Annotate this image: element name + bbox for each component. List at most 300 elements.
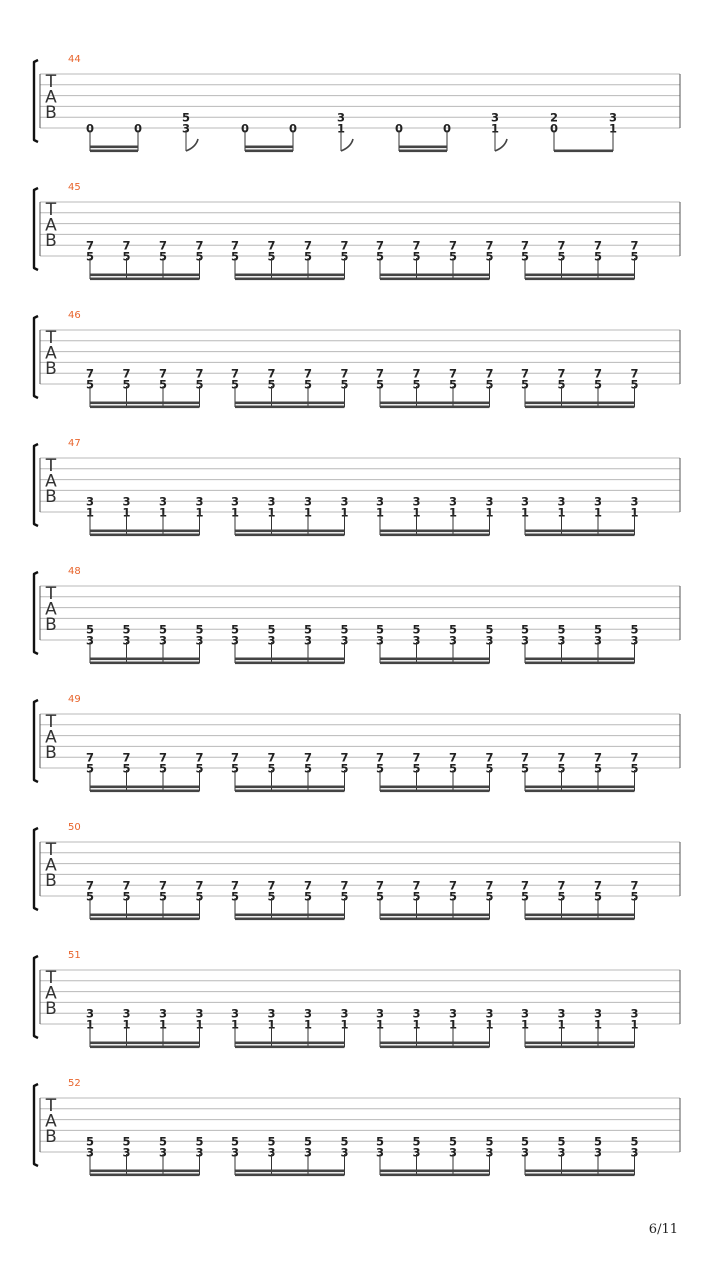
fret-number: 3 — [122, 494, 131, 509]
fret-number: 3 — [122, 1006, 131, 1021]
fret-number: 3 — [230, 1006, 240, 1021]
fret-number: 5 — [85, 761, 95, 776]
beam — [235, 918, 345, 921]
fret-number: 7 — [557, 878, 566, 893]
fret-number: 3 — [375, 633, 385, 648]
beam — [380, 658, 490, 661]
measure-number: 48 — [68, 566, 81, 577]
fret-number: 5 — [520, 889, 530, 904]
fret-number: 5 — [630, 249, 639, 264]
fret-number: 7 — [520, 366, 530, 381]
beam — [90, 786, 200, 789]
beam — [399, 146, 447, 149]
fret-number: 5 — [557, 249, 566, 264]
fret-number: 5 — [375, 761, 385, 776]
fret-number: 3 — [448, 1145, 458, 1160]
beam — [380, 402, 490, 405]
fret-number: 5 — [340, 249, 349, 264]
fret-number: 3 — [85, 1006, 95, 1021]
fret-number: 3 — [195, 1145, 204, 1160]
fret-number: 5 — [412, 1134, 421, 1149]
measure-number: 47 — [68, 438, 81, 449]
fret-number: 5 — [195, 889, 204, 904]
tab-system — [34, 694, 680, 792]
fret-number: 3 — [230, 494, 240, 509]
fret-number: 5 — [375, 889, 385, 904]
fret-number: 5 — [412, 889, 421, 904]
fret-number: 7 — [122, 750, 131, 765]
beam — [90, 146, 138, 149]
fret-number: 5 — [593, 377, 603, 392]
fret-number: 3 — [375, 1145, 385, 1160]
fret-number: 3 — [630, 1006, 639, 1021]
fret-number: 5 — [230, 761, 240, 776]
fret-number: 5 — [85, 622, 95, 637]
fret-number: 1 — [267, 1017, 276, 1032]
fret-number: 3 — [593, 1006, 603, 1021]
fret-number: 5 — [448, 622, 458, 637]
fret-number: 3 — [195, 1006, 204, 1021]
beam — [525, 530, 635, 533]
beam — [235, 658, 345, 661]
fret-number: 7 — [448, 238, 458, 253]
fret-number: 5 — [412, 249, 421, 264]
fret-number: 5 — [340, 889, 349, 904]
fret-number: 7 — [85, 366, 95, 381]
fret-number: 3 — [85, 1145, 95, 1160]
tab-clef-letter: T — [45, 456, 57, 476]
tab-clef-letter: B — [45, 743, 57, 763]
beam — [399, 150, 447, 153]
beam — [235, 406, 345, 409]
fret-number: 7 — [340, 366, 349, 381]
fret-number: 7 — [593, 366, 603, 381]
fret-number: 5 — [122, 377, 131, 392]
fret-number: 7 — [195, 366, 204, 381]
fret-number: 3 — [230, 1145, 240, 1160]
beam — [235, 402, 345, 405]
fret-number: 5 — [340, 377, 349, 392]
tab-clef-letter: A — [45, 343, 57, 364]
fret-number: 1 — [336, 121, 346, 136]
fret-number: 5 — [485, 889, 494, 904]
fret-number: 1 — [303, 1017, 313, 1032]
fret-number: 3 — [412, 633, 421, 648]
beam — [380, 786, 490, 789]
fret-number: 3 — [448, 1006, 458, 1021]
fret-number: 5 — [85, 889, 95, 904]
fret-number: 5 — [195, 1134, 204, 1149]
fret-number: 7 — [267, 750, 276, 765]
fret-number: 5 — [520, 249, 530, 264]
fret-number: 5 — [448, 1134, 458, 1149]
fret-number: 5 — [340, 622, 349, 637]
fret-number: 5 — [230, 1134, 240, 1149]
fret-number: 3 — [195, 494, 204, 509]
fret-number: 1 — [520, 1017, 530, 1032]
beam — [90, 406, 200, 409]
fret-number: 1 — [608, 121, 618, 136]
fret-number: 3 — [340, 1145, 349, 1160]
fret-number: 5 — [267, 377, 276, 392]
fret-number: 5 — [593, 249, 603, 264]
fret-number: 3 — [520, 494, 530, 509]
beam — [525, 662, 635, 665]
fret-number: 5 — [630, 889, 639, 904]
beam — [90, 914, 200, 917]
fret-number: 3 — [557, 1006, 566, 1021]
fret-number: 7 — [267, 238, 276, 253]
beam — [235, 1174, 345, 1177]
fret-number: 5 — [593, 889, 603, 904]
fret-number: 1 — [267, 505, 276, 520]
fret-number: 5 — [195, 249, 204, 264]
tab-clef-letter: T — [45, 72, 57, 92]
fret-number: 3 — [485, 1006, 494, 1021]
tab-clef-letter: B — [45, 615, 57, 635]
fret-number: 7 — [448, 750, 458, 765]
fret-number: 7 — [593, 878, 603, 893]
fret-number: 5 — [267, 761, 276, 776]
tab-clef-letter: B — [45, 359, 57, 379]
fret-number: 7 — [340, 238, 349, 253]
beam — [245, 146, 293, 149]
beam — [525, 918, 635, 921]
beam — [380, 914, 490, 917]
system-bracket — [34, 60, 38, 142]
fret-number: 5 — [520, 761, 530, 776]
fret-number: 5 — [85, 377, 95, 392]
beam — [235, 274, 345, 277]
tab-clef-letter: A — [45, 215, 57, 236]
fret-number: 5 — [485, 1134, 494, 1149]
beam — [90, 918, 200, 921]
beam — [380, 662, 490, 665]
fret-number: 3 — [85, 494, 95, 509]
fret-number: 0 — [85, 121, 95, 136]
beam — [90, 790, 200, 793]
fret-number: 7 — [303, 366, 313, 381]
fret-number: 1 — [557, 1017, 566, 1032]
fret-number: 3 — [375, 494, 385, 509]
fret-number: 7 — [557, 238, 566, 253]
beam — [90, 1174, 200, 1177]
fret-number: 5 — [520, 622, 530, 637]
beam — [245, 150, 293, 153]
fret-number: 5 — [593, 622, 603, 637]
measure-number: 46 — [68, 310, 81, 321]
fret-number: 2 — [549, 110, 559, 125]
beam — [525, 402, 635, 405]
fret-number: 5 — [267, 249, 276, 264]
fret-number: 1 — [230, 505, 240, 520]
fret-number: 7 — [340, 878, 349, 893]
beam — [90, 1170, 200, 1173]
fret-number: 5 — [195, 377, 204, 392]
fret-number: 5 — [557, 1134, 566, 1149]
fret-number: 7 — [303, 750, 313, 765]
fret-number: 1 — [485, 505, 494, 520]
tab-clef-letter: B — [45, 1127, 57, 1147]
beam — [90, 278, 200, 281]
fret-number: 5 — [85, 249, 95, 264]
fret-number: 1 — [630, 1017, 639, 1032]
beam — [554, 150, 613, 153]
beam — [90, 402, 200, 405]
tab-system — [34, 54, 680, 152]
fret-number: 7 — [158, 878, 168, 893]
fret-number: 5 — [122, 622, 131, 637]
fret-number: 3 — [230, 633, 240, 648]
fret-number: 0 — [133, 121, 143, 136]
fret-number: 5 — [520, 377, 530, 392]
fret-number: 0 — [394, 121, 404, 136]
fret-number: 3 — [608, 110, 618, 125]
tab-system — [34, 950, 680, 1048]
system-bracket — [34, 316, 38, 398]
fret-number: 1 — [448, 505, 458, 520]
system-bracket — [34, 188, 38, 270]
tab-clef-letter: A — [45, 87, 57, 108]
fret-number: 3 — [340, 494, 349, 509]
measure-number: 50 — [68, 822, 81, 833]
fret-number: 7 — [195, 750, 204, 765]
fret-number: 5 — [557, 761, 566, 776]
fret-number: 1 — [593, 505, 603, 520]
fret-number: 7 — [448, 878, 458, 893]
tab-clef-letter: T — [45, 712, 57, 732]
fret-number: 5 — [181, 110, 191, 125]
measure-number: 44 — [68, 54, 81, 65]
tab-system — [34, 1078, 680, 1176]
fret-number: 3 — [448, 633, 458, 648]
system-bracket — [34, 956, 38, 1038]
fret-number: 3 — [340, 633, 349, 648]
fret-number: 5 — [230, 622, 240, 637]
fret-number: 5 — [230, 249, 240, 264]
tab-clef-letter: A — [45, 471, 57, 492]
tab-clef-letter: T — [45, 1096, 57, 1116]
fret-number: 5 — [303, 889, 313, 904]
fret-number: 5 — [375, 622, 385, 637]
fret-number: 3 — [336, 110, 346, 125]
fret-number: 5 — [557, 377, 566, 392]
fret-number: 3 — [520, 1006, 530, 1021]
fret-number: 5 — [593, 761, 603, 776]
fret-number: 1 — [485, 1017, 494, 1032]
fret-number: 3 — [303, 1006, 313, 1021]
fret-number: 3 — [520, 1145, 530, 1160]
beam — [235, 1046, 345, 1049]
fret-number: 3 — [485, 1145, 494, 1160]
fret-number: 1 — [557, 505, 566, 520]
tab-clef-letter: T — [45, 200, 57, 220]
fret-number: 7 — [230, 878, 240, 893]
beam — [90, 534, 200, 537]
beam — [380, 278, 490, 281]
fret-number: 3 — [520, 633, 530, 648]
fret-number: 5 — [122, 1134, 131, 1149]
beam — [525, 1042, 635, 1045]
fret-number: 5 — [230, 889, 240, 904]
fret-number: 5 — [158, 377, 168, 392]
fret-number: 3 — [158, 1145, 168, 1160]
fret-number: 1 — [195, 1017, 204, 1032]
fret-number: 5 — [303, 1134, 313, 1149]
note-flag — [341, 139, 353, 151]
fret-number: 7 — [412, 366, 421, 381]
tab-clef-letter: B — [45, 103, 57, 123]
fret-number: 5 — [303, 249, 313, 264]
tab-clef-letter: T — [45, 328, 57, 348]
system-bracket — [34, 444, 38, 526]
beam — [235, 1042, 345, 1045]
beam — [235, 662, 345, 665]
fret-number: 7 — [122, 366, 131, 381]
beam — [90, 274, 200, 277]
beam — [380, 530, 490, 533]
fret-number: 5 — [375, 377, 385, 392]
fret-number: 7 — [230, 366, 240, 381]
fret-number: 3 — [593, 633, 603, 648]
beam — [235, 530, 345, 533]
fret-number: 5 — [375, 1134, 385, 1149]
beam — [525, 1046, 635, 1049]
fret-number: 5 — [412, 377, 421, 392]
fret-number: 1 — [85, 505, 95, 520]
fret-number: 5 — [122, 761, 131, 776]
fret-number: 1 — [122, 1017, 131, 1032]
fret-number: 7 — [195, 238, 204, 253]
fret-number: 3 — [158, 633, 168, 648]
fret-number: 3 — [485, 494, 494, 509]
fret-number: 5 — [412, 761, 421, 776]
beam — [380, 1046, 490, 1049]
fret-number: 3 — [557, 633, 566, 648]
fret-number: 7 — [485, 878, 494, 893]
fret-number: 5 — [485, 377, 494, 392]
fret-number: 3 — [557, 1145, 566, 1160]
fret-number: 3 — [85, 633, 95, 648]
fret-number: 3 — [630, 633, 639, 648]
fret-number: 5 — [557, 622, 566, 637]
beam — [380, 406, 490, 409]
fret-number: 3 — [412, 494, 421, 509]
measure-number: 52 — [68, 1078, 81, 1089]
fret-number: 7 — [412, 750, 421, 765]
beam — [235, 790, 345, 793]
fret-number: 7 — [593, 750, 603, 765]
fret-number: 1 — [122, 505, 131, 520]
fret-number: 7 — [630, 878, 639, 893]
fret-number: 5 — [122, 889, 131, 904]
fret-number: 1 — [375, 1017, 385, 1032]
fret-number: 1 — [448, 1017, 458, 1032]
fret-number: 3 — [485, 633, 494, 648]
system-bracket — [34, 572, 38, 654]
fret-number: 3 — [490, 110, 500, 125]
fret-number: 3 — [412, 1145, 421, 1160]
tab-clef-letter: T — [45, 968, 57, 988]
fret-number: 5 — [158, 761, 168, 776]
fret-number: 1 — [490, 121, 500, 136]
beam — [90, 1042, 200, 1045]
fret-number: 7 — [230, 750, 240, 765]
tab-system — [34, 182, 680, 280]
beam — [90, 530, 200, 533]
fret-number: 1 — [375, 505, 385, 520]
fret-number: 1 — [593, 1017, 603, 1032]
fret-number: 7 — [267, 366, 276, 381]
fret-number: 7 — [122, 238, 131, 253]
fret-number: 0 — [240, 121, 250, 136]
fret-number: 1 — [412, 505, 421, 520]
beam — [90, 1046, 200, 1049]
beam — [525, 790, 635, 793]
fret-number: 7 — [593, 238, 603, 253]
fret-number: 5 — [267, 889, 276, 904]
fret-number: 3 — [340, 1006, 349, 1021]
fret-number: 1 — [630, 505, 639, 520]
beam — [525, 274, 635, 277]
fret-number: 1 — [158, 1017, 168, 1032]
fret-number: 7 — [122, 878, 131, 893]
beam — [525, 1170, 635, 1173]
fret-number: 3 — [122, 633, 131, 648]
fret-number: 7 — [448, 366, 458, 381]
fret-number: 7 — [85, 238, 95, 253]
note-flag — [186, 139, 198, 151]
fret-number: 5 — [158, 622, 168, 637]
fret-number: 7 — [375, 366, 385, 381]
beam — [380, 790, 490, 793]
beam — [525, 1174, 635, 1177]
fret-number: 3 — [412, 1006, 421, 1021]
fret-number: 3 — [303, 494, 313, 509]
fret-number: 1 — [230, 1017, 240, 1032]
fret-number: 7 — [630, 366, 639, 381]
fret-number: 5 — [485, 622, 494, 637]
tab-system — [34, 822, 680, 920]
tab-clef-letter: B — [45, 231, 57, 251]
fret-number: 5 — [122, 249, 131, 264]
fret-number: 3 — [303, 1145, 313, 1160]
fret-number: 0 — [549, 121, 559, 136]
tab-clef-letter: B — [45, 871, 57, 891]
page-number: 6/11 — [648, 1222, 678, 1237]
fret-number: 5 — [448, 377, 458, 392]
fret-number: 5 — [448, 889, 458, 904]
fret-number: 3 — [195, 633, 204, 648]
beam — [380, 1042, 490, 1045]
fret-number: 1 — [340, 1017, 349, 1032]
beam — [380, 1170, 490, 1173]
note-flag — [495, 139, 507, 151]
fret-number: 7 — [520, 878, 530, 893]
beam — [380, 534, 490, 537]
fret-number: 7 — [557, 366, 566, 381]
beam — [235, 914, 345, 917]
tab-system — [34, 566, 680, 664]
fret-number: 3 — [267, 494, 276, 509]
fret-number: 7 — [303, 238, 313, 253]
tab-clef-letter: B — [45, 999, 57, 1019]
fret-number: 1 — [85, 1017, 95, 1032]
beam — [235, 786, 345, 789]
fret-number: 3 — [593, 494, 603, 509]
system-bracket — [34, 700, 38, 782]
fret-number: 7 — [630, 238, 639, 253]
